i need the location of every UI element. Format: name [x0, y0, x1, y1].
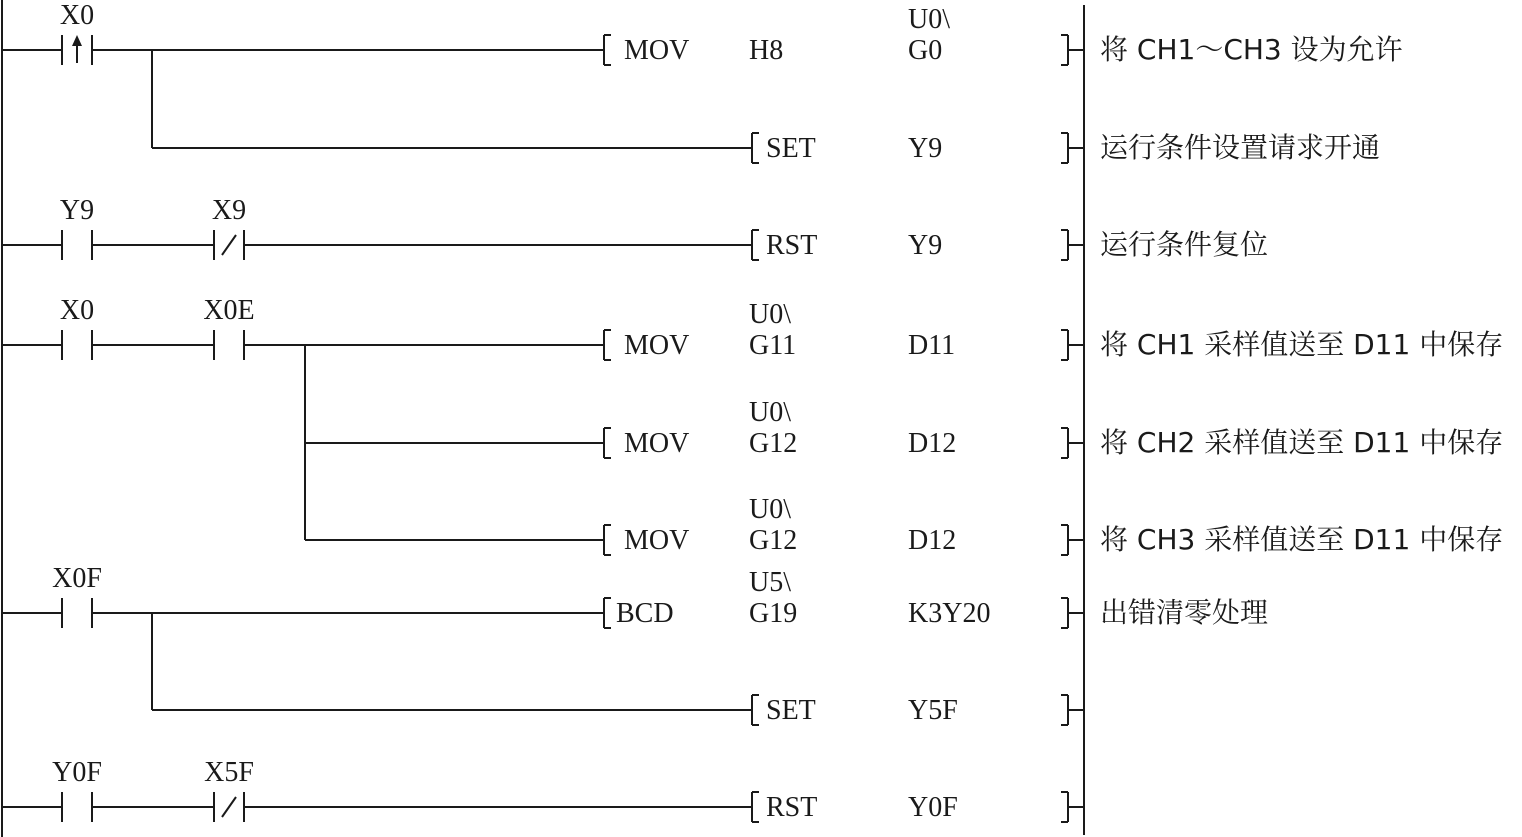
rung-2-output-1-op: RST [766, 230, 818, 261]
rung-1-output-1-operand2: G0 [908, 35, 943, 66]
rung-1-contact-x0-edge-arrow-head [72, 35, 82, 46]
rung-3-output-1-op: MOV [624, 330, 690, 361]
rung-4 [2, 563, 1268, 726]
rung-3-output-2-op: MOV [624, 428, 690, 459]
rung-3-output-3-operand2: D12 [908, 525, 957, 556]
rung-3-output-3-op: MOV [624, 525, 690, 556]
rung-4-contact-x0f-label: X0F [52, 563, 102, 594]
rung-2-output-1-comment: 运行条件复位 [1100, 228, 1269, 261]
rung-4-output-1-comment: 出错清零处理 [1100, 596, 1269, 629]
rung-4-output-2-op: SET [766, 695, 816, 726]
rung-3-output-3-operand1-prefix: U0\ [749, 494, 791, 525]
rung-5-contact-x5f-nc-slash [222, 797, 236, 817]
rung-3-output-2-operand2: D12 [908, 428, 957, 459]
rung-1-output-2-comment: 运行条件设置请求开通 [1100, 131, 1381, 164]
rung-4-output-1-op: BCD [616, 598, 674, 629]
rung-3-output-3-operand1: G12 [749, 525, 798, 556]
rung-3-output-1-comment: 将 CH1 采样值送至 D11 中保存 [1100, 328, 1504, 361]
rung-5-output-1-op: RST [766, 792, 818, 823]
rung-3-output-3-comment: 将 CH3 采样值送至 D11 中保存 [1100, 523, 1504, 556]
rung-3-output-2-operand1: G12 [749, 428, 798, 459]
rung-1-output-1-operand1: H8 [749, 35, 784, 66]
rung-5-contact-y0f-label: Y0F [52, 757, 102, 788]
rung-3 [2, 295, 1503, 556]
rung-4-output-1-operand1-prefix: U5\ [749, 567, 791, 598]
rung-3-output-1-operand1-prefix: U0\ [749, 299, 791, 330]
rung-3-contact-x0e-label: X0E [203, 295, 255, 326]
rung-2-contact-x9-label: X9 [211, 195, 247, 226]
rung-2-output-1-operand2: Y9 [908, 230, 943, 261]
rung-1-output-1-op: MOV [624, 35, 690, 66]
rung-1-contact-x0-label: X0 [59, 0, 95, 31]
rung-1 [2, 0, 1403, 164]
ladder-body [2, 0, 1503, 823]
rung-5-output-1-operand2: Y0F [908, 792, 958, 823]
rung-2-contact-x9-nc-slash [222, 235, 236, 255]
rung-4-output-2-operand2: Y5F [908, 695, 958, 726]
rung-1-output-2-operand2: Y9 [908, 133, 943, 164]
rung-1-output-1-comment: 将 CH1～CH3 设为允许 [1100, 33, 1403, 66]
rung-4-output-1-operand1: G19 [749, 598, 798, 629]
rung-3-output-2-comment: 将 CH2 采样值送至 D11 中保存 [1100, 426, 1504, 459]
rung-2-contact-y9-label: Y9 [59, 195, 95, 226]
rung-5 [2, 757, 1084, 823]
rung-3-output-2-operand1-prefix: U0\ [749, 397, 791, 428]
rung-3-output-1-operand1: G11 [749, 330, 797, 361]
rung-3-output-1-operand2: D11 [908, 330, 956, 361]
rung-4-output-1-operand2: K3Y20 [908, 598, 991, 629]
rung-2 [2, 195, 1268, 261]
rung-3-contact-x0-label: X0 [59, 295, 95, 326]
rung-5-contact-x5f-label: X5F [204, 757, 254, 788]
rung-1-output-2-op: SET [766, 133, 816, 164]
rung-1-output-1-operand2-prefix: U0\ [908, 4, 950, 35]
